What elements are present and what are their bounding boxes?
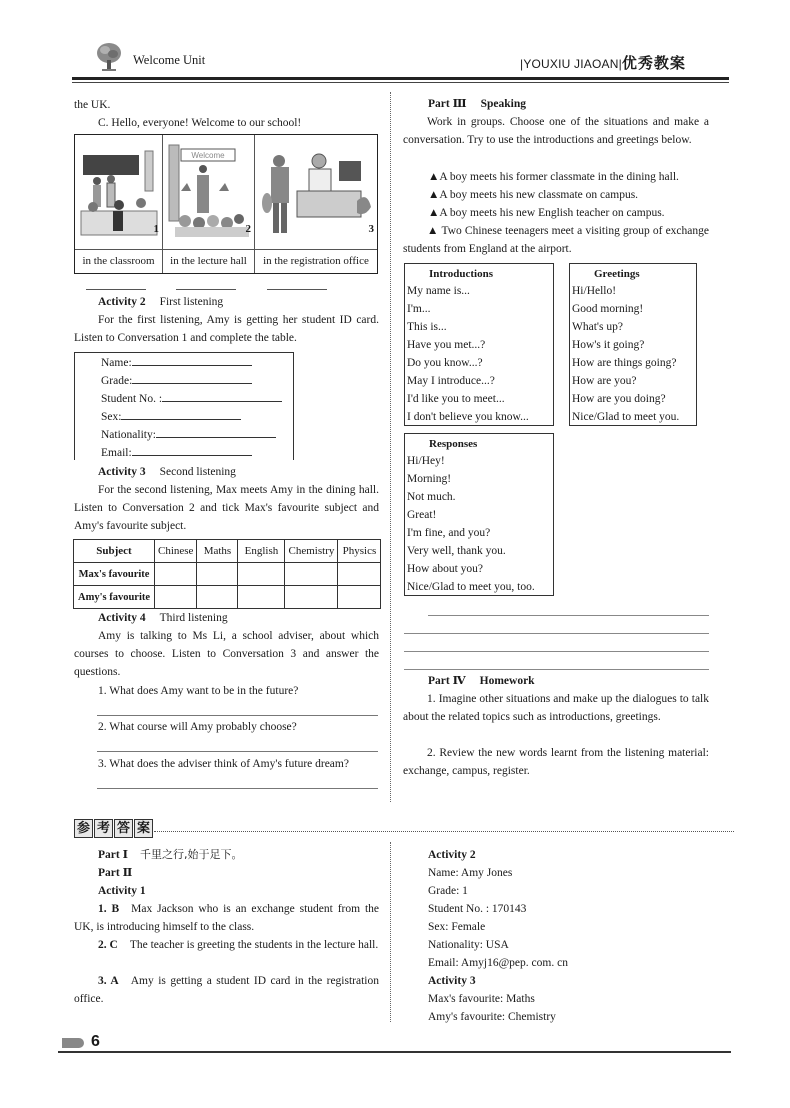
part3-instructions: Work in groups. Choose one of the situations and make a conversation. Try to use the introductions and greetings below. [403, 116, 709, 146]
question-1: 1. What does Amy want to be in the future? [98, 685, 299, 697]
phrase-item: How about you? [407, 563, 484, 575]
classroom-scene [79, 141, 158, 241]
answers-dotted-rule [154, 831, 734, 832]
answer-line: Email: Amyj16@pep. com. cn [428, 957, 568, 969]
box-title: Greetings [594, 268, 640, 280]
phrase-item: Good morning! [572, 303, 644, 315]
answer-line: Student No. : 170143 [428, 903, 527, 915]
part3-heading: Part Ⅲ Speaking [428, 98, 526, 110]
answer-line-3[interactable] [97, 788, 378, 789]
phrase-item: I'd like you to meet... [407, 393, 505, 405]
writing-line[interactable] [404, 633, 709, 634]
phrase-item: Not much. [407, 491, 456, 503]
table-row [74, 563, 381, 586]
answer-part2: Part Ⅱ [98, 867, 133, 879]
phrase-item: Very well, thank you. [407, 545, 506, 557]
situation-1: ▲A boy meets his former classmate in the dining hall. [428, 171, 679, 183]
tree-icon [96, 42, 122, 72]
phrase-item: How are you doing? [572, 393, 666, 405]
tick-cell[interactable] [197, 563, 238, 586]
grade-field[interactable] [132, 371, 252, 384]
phrase-item: Morning! [407, 473, 452, 485]
phrase-item: How's it going? [572, 339, 645, 351]
phrase-item: Hi/Hey! [407, 455, 445, 467]
answer-line-2[interactable] [97, 751, 378, 752]
tick-cell[interactable] [338, 586, 381, 609]
svg-text:Welcome: Welcome [191, 151, 225, 160]
answer-blank[interactable] [86, 289, 146, 290]
phrase-item: I'm fine, and you? [407, 527, 491, 539]
answer-item-2: 2. C The teacher is greeting the students in the lecture hall. [98, 939, 379, 951]
form-row-student-no: Student No. : [101, 389, 282, 408]
activity4-instructions: Amy is talking to Ms Li, a school adviser, about which courses to choose. Listen to Conversation 3 and answer the questions. [74, 630, 379, 678]
answer-item-3: 3. A Amy is getting a student ID card in the registration office. [74, 975, 379, 1005]
table-header: Physics [338, 540, 381, 563]
phrase-item: Nice/Glad to meet you, too. [407, 581, 535, 593]
table-header-row [74, 540, 381, 563]
phrase-item: My name is... [407, 285, 470, 297]
phrase-item: Nice/Glad to meet you. [572, 411, 680, 423]
answers-title-char: 考 [94, 819, 113, 838]
answer-part1: Part Ⅰ 千里之行,始于足下。 [98, 848, 243, 861]
picture-caption: in the registration office [255, 249, 377, 274]
answer-item-1: 1. B Max Jackson who is an exchange student from the UK, is introducing himself to the class. [74, 903, 380, 933]
phrase-item: How are things going? [572, 357, 677, 369]
tick-cell[interactable] [155, 586, 197, 609]
answer-activity3: Activity 3 [428, 975, 476, 987]
form-row-email: Email: [101, 443, 252, 462]
form-row-nationality: Nationality: [101, 425, 276, 444]
answer-blank[interactable] [176, 289, 236, 290]
unit-title: Welcome Unit [133, 53, 206, 67]
answer-blank[interactable] [267, 289, 327, 290]
answers-column-divider [390, 842, 391, 1022]
activity2-heading: Activity 2 First listening [98, 296, 224, 308]
phrase-item: Great! [407, 509, 437, 521]
responses-box [404, 433, 554, 596]
page-tab-icon [62, 1038, 84, 1048]
answer-line: Max's favourite: Maths [428, 993, 535, 1005]
brand-label [520, 52, 686, 73]
email-field[interactable] [132, 443, 252, 456]
writing-line[interactable] [404, 651, 709, 652]
box-title: Introductions [429, 268, 493, 280]
tick-cell[interactable] [285, 586, 338, 609]
student-no-field[interactable] [162, 389, 282, 402]
activity3-instructions: For the second listening, Max meets Amy in the dining hall. Listen to Conversation 2 and tick Max's favourite subject and Amy's favourite subject. [74, 484, 379, 532]
answers-title-char: 参 [74, 819, 93, 838]
name-field[interactable] [132, 353, 252, 366]
picture-cell-3 [255, 135, 377, 273]
answers-title [74, 819, 154, 839]
continuation-text: the UK. [74, 99, 111, 111]
nationality-field[interactable] [156, 425, 276, 438]
activity4-heading: Activity 4 Third listening [98, 612, 228, 624]
option-c: C. Hello, everyone! Welcome to our school! [98, 117, 302, 129]
table-header: Chemistry [285, 540, 338, 563]
writing-line[interactable] [428, 615, 709, 616]
activity3-heading: Activity 3 Second listening [98, 466, 236, 478]
phrase-item: This is... [407, 321, 447, 333]
answer-line: Nationality: USA [428, 939, 509, 951]
part4-heading: Part Ⅳ Homework [428, 675, 535, 687]
footer-rule [58, 1051, 731, 1053]
greetings-box [569, 263, 697, 426]
brand-latin: |YOUXIU JIAOAN| [520, 57, 622, 71]
answer-activity1: Activity 1 [98, 885, 146, 897]
introductions-box [404, 263, 554, 426]
picture-number: 3 [368, 223, 374, 235]
sex-field[interactable] [121, 407, 241, 420]
tick-cell[interactable] [155, 563, 197, 586]
answer-activity2: Activity 2 [428, 849, 476, 861]
table-header: Subject [74, 540, 155, 563]
subject-table [73, 539, 381, 609]
homework-2: 2. Review the new words learnt from the listening material: exchange, campus, register. [403, 747, 709, 777]
situation-4: ▲ Two Chinese teenagers meet a visiting group of exchange students from England at the airport. [403, 225, 709, 255]
answers-title-char: 答 [114, 819, 133, 838]
picture-cell-1 [75, 135, 163, 273]
id-card-form [74, 352, 294, 460]
answers-title-char: 案 [134, 819, 153, 838]
phrase-item: Hi/Hello! [572, 285, 617, 297]
phrase-item: How are you? [572, 375, 637, 387]
lecture-hall-scene [167, 141, 250, 241]
situation-3: ▲A boy meets his new English teacher on campus. [428, 207, 665, 219]
tick-cell[interactable] [197, 586, 238, 609]
phrase-item: May I introduce...? [407, 375, 495, 387]
table-header: Chinese [155, 540, 197, 563]
phrase-item: Do you know...? [407, 357, 483, 369]
answer-line-1[interactable] [97, 715, 378, 716]
picture-number: 2 [245, 223, 251, 235]
tick-cell[interactable] [338, 563, 381, 586]
picture-number: 1 [153, 223, 159, 235]
row-label: Max's favourite [74, 563, 155, 586]
table-header: Maths [197, 540, 238, 563]
tick-cell[interactable] [238, 563, 285, 586]
picture-caption: in the lecture hall [163, 249, 254, 274]
phrase-item: Have you met...? [407, 339, 486, 351]
homework-1: 1. Imagine other situations and make up the dialogues to talk about the related topics such as introductions, greetings. [403, 693, 709, 723]
question-3: 3. What does the adviser think of Amy's future dream? [98, 758, 349, 770]
form-row-grade: Grade: [101, 371, 252, 390]
row-label: Amy's favourite [74, 586, 155, 609]
answer-line: Amy's favourite: Chemistry [428, 1011, 556, 1023]
picture-cell-2 [163, 135, 255, 273]
header-rule-thick [72, 77, 729, 80]
situation-2: ▲A boy meets his new classmate on campus. [428, 189, 639, 201]
phrase-item: I don't believe you know... [407, 411, 529, 423]
tick-cell[interactable] [285, 563, 338, 586]
phrase-item: I'm... [407, 303, 431, 315]
table-header: English [238, 540, 285, 563]
picture-caption: in the classroom [75, 249, 162, 274]
brand-cn: 优秀教案 [621, 55, 686, 72]
answer-line: Sex: Female [428, 921, 486, 933]
tick-cell[interactable] [238, 586, 285, 609]
box-title: Responses [429, 438, 478, 450]
activity2-instructions: For the first listening, Amy is getting her student ID card. Listen to Conversation 1 and complete the table. [74, 314, 379, 344]
column-divider [390, 92, 391, 802]
writing-line[interactable] [404, 669, 709, 670]
phrase-item: What's up? [572, 321, 623, 333]
table-row [74, 586, 381, 609]
form-row-name: Name: [101, 353, 252, 372]
question-2: 2. What course will Amy probably choose? [98, 721, 297, 733]
page-number: 6 [91, 1033, 100, 1050]
answer-line: Name: Amy Jones [428, 867, 513, 879]
header-rule-thin [72, 82, 729, 83]
picture-table [74, 134, 378, 274]
registration-office-scene [259, 141, 373, 241]
form-row-sex: Sex: [101, 407, 241, 426]
answer-line: Grade: 1 [428, 885, 468, 897]
